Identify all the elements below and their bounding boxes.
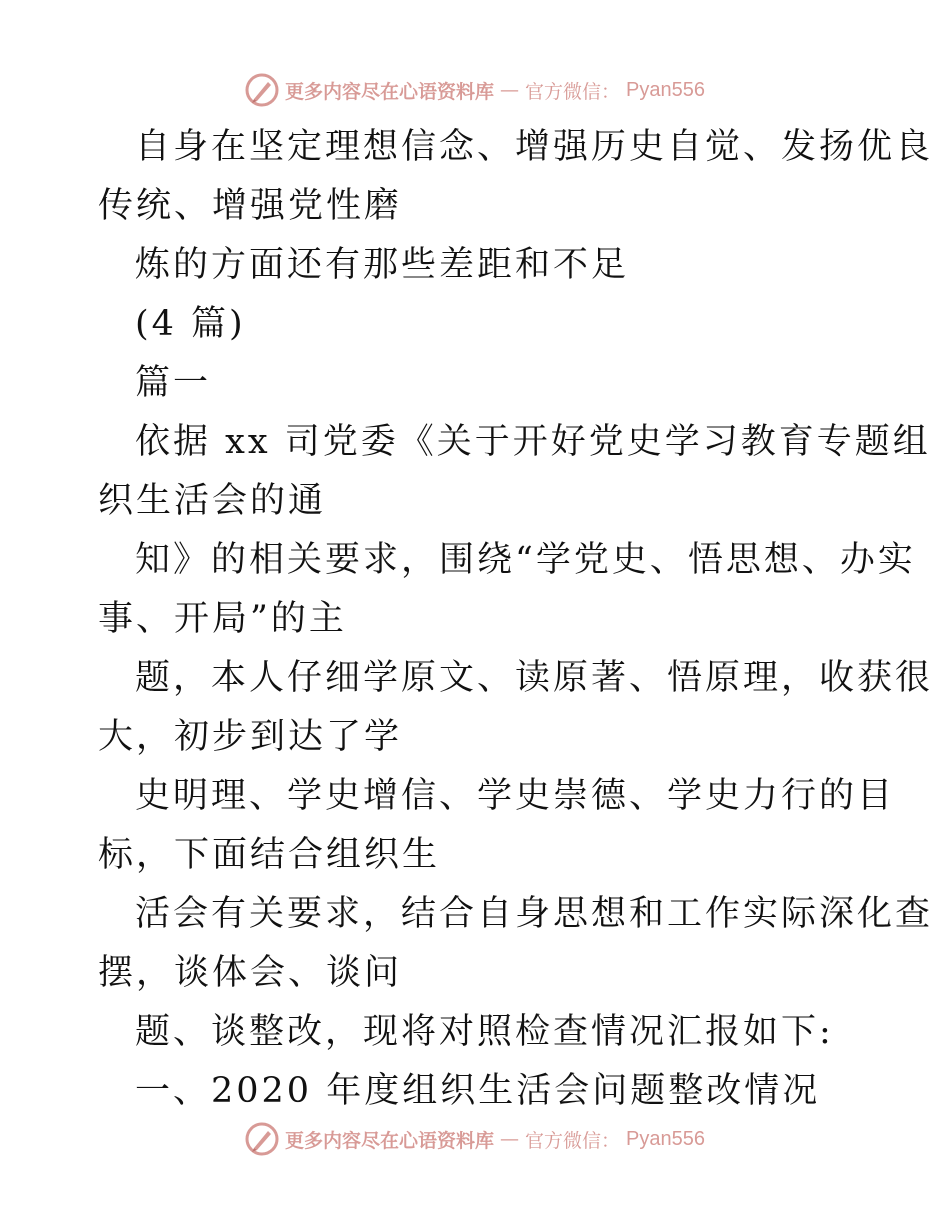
text-line: 织生活会的通 bbox=[98, 481, 327, 521]
text-line: 标，下面结合组织生 bbox=[98, 835, 441, 875]
text-line: 自身在坚定理想信念、增强历史自觉、发扬优良 bbox=[135, 127, 934, 167]
text-line: 史明理、学史增信、学史崇德、学史力行的目 bbox=[135, 776, 896, 816]
watermark-official-label: 官方微信： bbox=[525, 80, 621, 103]
text-line: 题、谈整改，现将对照检查情况汇报如下: bbox=[135, 1012, 834, 1052]
watermark-wechat-id: Pyan556 bbox=[626, 1127, 705, 1150]
section-heading: 一、2020 年度组织生活会问题整改情况 bbox=[135, 1071, 821, 1111]
text-line: 炼的方面还有那些差距和不足 bbox=[135, 245, 630, 285]
text-line: (4 篇) bbox=[135, 304, 246, 344]
text-line: 题，本人仔细学原文、读原著、悟原理，收获很 bbox=[135, 658, 934, 698]
text-line: 事、开局”的主 bbox=[98, 599, 347, 639]
watermark-header bbox=[0, 70, 950, 110]
text-line: 活会有关要求，结合自身思想和工作实际深化查 bbox=[135, 894, 934, 934]
watermark-official-label: 官方微信： bbox=[525, 1129, 621, 1152]
text-line: 知》的相关要求，围绕“学党史、悟思想、办实 bbox=[135, 540, 916, 580]
pen-logo-icon bbox=[245, 73, 279, 107]
watermark-brand: 更多内容尽在心语资料库 bbox=[285, 1129, 495, 1152]
section-heading: 篇一 bbox=[135, 363, 212, 403]
text-line: 依据 xx 司党委《关于开好党史学习教育专题组 bbox=[135, 422, 931, 462]
watermark-dash: — bbox=[500, 1128, 520, 1150]
text-line: 传统、增强党性磨 bbox=[98, 186, 403, 226]
document-body bbox=[98, 118, 934, 1121]
watermark-footer bbox=[0, 1119, 950, 1159]
text-line: 摆，谈体会、谈问 bbox=[98, 953, 403, 993]
text-line: 大，初步到达了学 bbox=[98, 717, 403, 757]
pen-logo-icon bbox=[245, 1122, 279, 1156]
watermark-brand: 更多内容尽在心语资料库 bbox=[285, 80, 495, 103]
watermark-wechat-id: Pyan556 bbox=[626, 78, 705, 101]
watermark-dash: — bbox=[500, 79, 520, 101]
